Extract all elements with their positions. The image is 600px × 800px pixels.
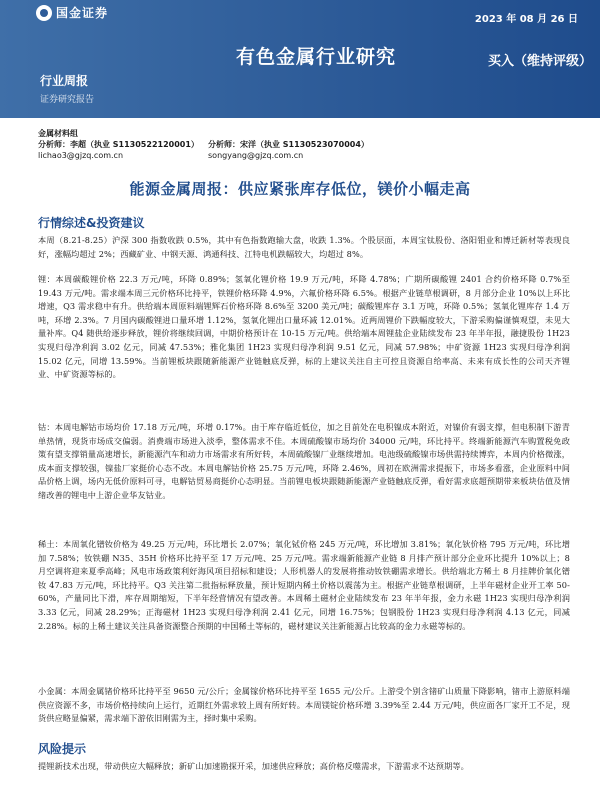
section-title-summary: 行情综述&投资建议 (38, 216, 145, 230)
paragraph-cobalt: 钴：本周电解钴市场均价 17.18 万元/吨，环增 0.17%。由于库存临近低位，加之目前处在电积镍成本附近，对镍价有弱支撑，但电积制下游青单热情，现货市场成交偏弱。消费端市场进入淡季，整体需求不佳。本周硫酸镍市场均价 34000 元/吨，环比持平。终端新能源汽车购置税免政策有望支撑销量高速增长，新能源汽车和动力市场需求有所好转，本周硫酸镍厂业继续增加。电池级硫酸镍市场供需持续博弈，本周内价格微涨，成本面支撑较强，镍盐厂家挺价心态不改。本周电解钴价格 25.75 万元/吨，环降 2.46%，周初在欧洲需求提振下，市场多看涨，企业原料中间品价格上调，场内无低价原料可寻，电解钴贸易商挺价心态明显。当前锂电板块跟随新能源产业链触底反弹，看好需求底超预期带来板块估值及情绪改善的锂电中上游企业华友钴业。 (38, 422, 570, 500)
report-date: 2023 年 08 月 26 日 (474, 14, 578, 25)
brand-logo-icon (36, 5, 52, 21)
report-subtitle: 证券研究报告 (40, 95, 95, 105)
team-name: 金属材料组 (38, 129, 78, 138)
analyst-1-email[interactable]: lichao3@gjzq.com.cn (38, 151, 124, 160)
report-title: 有色金属行业研究 (236, 46, 397, 68)
paragraph-risk: 提锂新技术出现，带动供应大幅释放；新矿山加速勘探开采，加速供应释放；高价格反噬需求，下游需求不达预期等。 (38, 761, 469, 771)
brand-name: 国金证券 (56, 6, 109, 20)
brand-logo (36, 4, 108, 21)
rating-badge: 买入（维持评级） (488, 54, 593, 69)
paragraph-rare-earth: 稀土：本周氧化镨钕价格为 49.25 万元/吨，环比增长 2.07%；氧化铽价格 245 万元/吨，环比增加 3.81%；氧化钬价格 795 万元/吨，环比增加 7.58%；钕铁硼 N35、35H 价格环比持平至 17 万元/吨、25 万元/吨。需求端新能源产业链 8 月排产预计部分企业环比提升 10%以上；8 月空调将迎来夏季高峰；风电市场政策利好海风项目招标和建设；人形机器人的发展将推动钕铁硼需求增长。供给端北方稀土 8 月挂牌价氧化镨钕 47.83 万元/吨，环比持平。Q3 关注第二批指标释放量，预计短期内稀土价格以震荡为主。根据产业链草根调研，上半年磁材企业开工率 50-60%，产量同比下滑，库存周期缩短，下半年经营情况有望改善。本周稀土磁材企业陆续发布 23 年半年报，金力永磁 1H23 实现归母净利润 3.33 亿元，同减 28.29%；正海磁材 1H23 实现归母净利润 2.41 亿元，同增 16.75%；包钢股份 1H23 实现归母净利润 4.13 亿元，同减 2.28%。标的上稀土建议关注具备资源整合预期的中国稀土等标的，磁材建议关注新能源占比较高的金力永磁等标的。 (38, 539, 570, 631)
report-type: 行业周报 (40, 74, 89, 88)
analyst-block (38, 128, 578, 161)
paragraph-minor-metals: 小金属：本周金属锗价格环比持平至 9650 元/公斤；金属镓价格环比持平至 1655 元/公斤。上游受个别含锗矿山质量下降影响，锗市上游原料端供应资源不多，市场价格持续向上运行，近期红外需求较上周有所好转。本周镁锭价格环增 3.39%至 2.44 万元/吨，供应面各厂家开工不足，现货供应略显偏紧，需求端下游依旧刚需为主，择时集中采购。 (38, 686, 570, 724)
main-title: 能源金属周报：供应紧张库存低位，镁价小幅走高 (129, 180, 471, 198)
paragraph-lithium: 锂：本周碳酸锂价格 22.3 万元/吨，环降 0.89%；氢氧化锂价格 19.9 万元/吨，环降 4.78%；广期所碳酸锂 2401 合约价格环降 0.7%至 19.43 万元/吨。需求端本周三元价格环比持平，铁锂价格环降 4.9%，六氟价格环降 6.5%。根据产业链草根调研，8 月部分企业 10%以上环比增速，Q3 需求稳中有升。供给端本周原料端锂辉石价格环降 8.6%至 3200 美元/吨；碳酸锂库存 3.1 万吨，环降 0.5%；氢氧化锂库存 1.4 万吨，环增 2.3%。7 月国内碳酸锂进口量环增 1.12%，氢氧化锂出口量环减 12.01%。近两周锂价下跌幅度较大，下游采购偏谨慎观望，未见大量补库。Q4 随供给逐步释放，锂价将继续回调，中期价格预计在 10-15 万元/吨。供给端本周锂盐企业陆续发布 23 年半年报，融捷股份 1H23 实现归母净利润 3.02 亿元，同减 47.53%；雅化集团 1H23 实现归母净利润 9.51 亿元，同减 57.98%；中矿资源 1H23 实现归母净利润 15.02 亿元，同增 13.59%。当前锂板块跟随新能源产业链触底反弹，标的上建议关注自主可控且资源自给率高、未来有成长性的公司天齐锂业、中矿资源等标的。 (38, 274, 570, 380)
analyst-2: 分析师：宋洋（执业 S1130523070004） (208, 140, 369, 149)
analyst-2-email[interactable]: songyang@gjzq.com.cn (208, 151, 304, 160)
paragraph-market: 本周（8.21-8.25）沪深 300 指数收跌 0.5%，其中有色指数跑输大盘，收跌 1.3%。个股层面，本周宝钛股份、洛阳钼业和博迁新材等表现良好，涨幅均超过 2%；西藏矿业、中钢天源、鸿通科技、江特电机跌幅较大，均超过 8%。 (38, 235, 570, 259)
section-title-risk: 风险提示 (38, 742, 87, 756)
analyst-1: 分析师：李超（执业 S1130522120001） (38, 140, 199, 149)
report-header (0, 0, 600, 118)
